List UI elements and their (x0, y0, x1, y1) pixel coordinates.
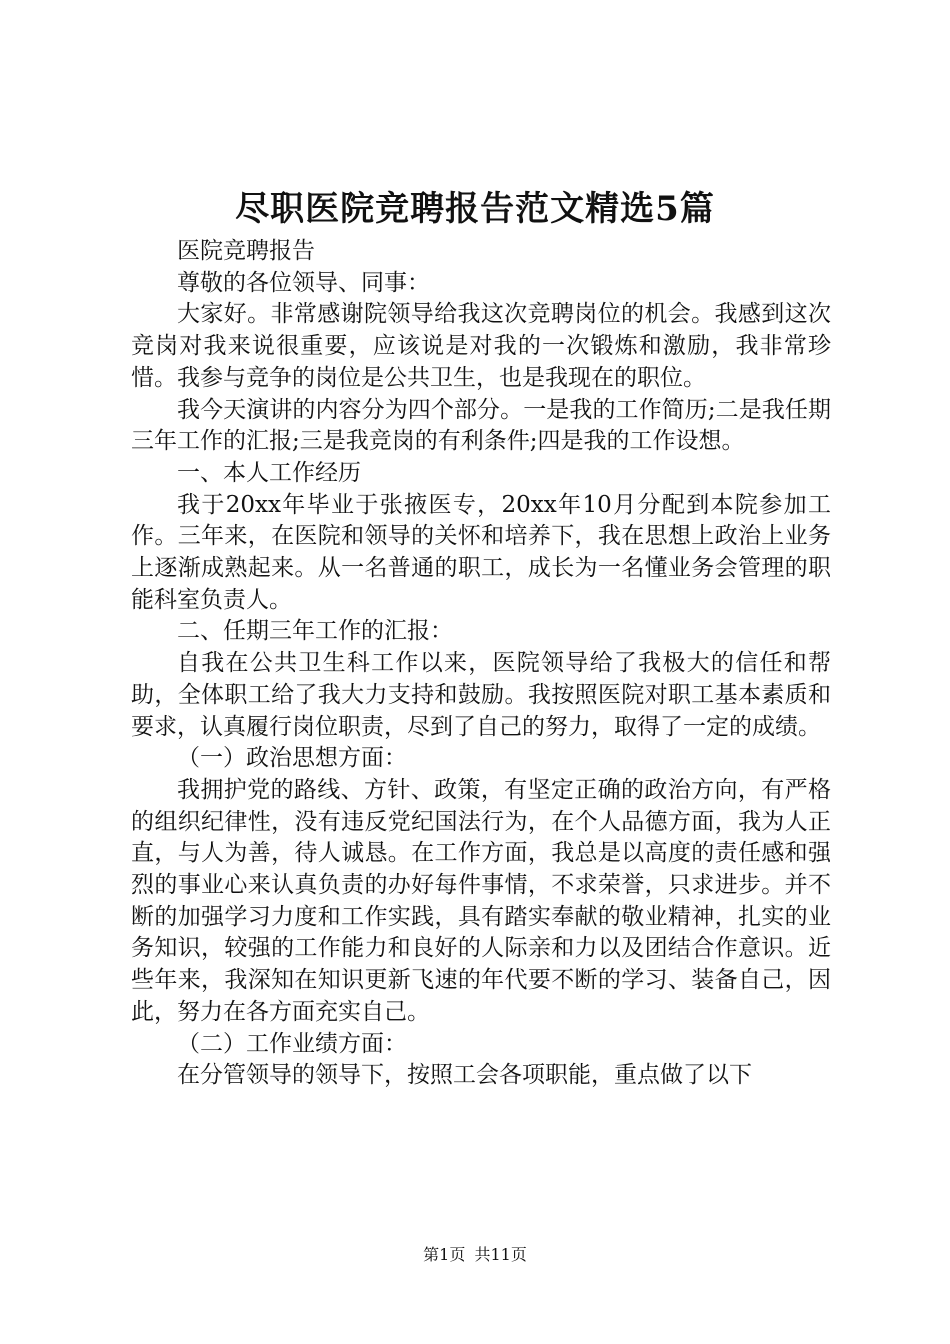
paragraph: 大家好。非常感谢院领导给我这次竞聘岗位的机会。我感到这次竞岗对我来说很重要，应该说是对我的一次锻炼和激励，我非常珍惜。我参与竞争的岗位是公共卫生，也是我现在的职位。 (131, 301, 831, 391)
document-body (131, 236, 831, 1092)
section-heading: 一、本人工作经历 (177, 459, 361, 486)
paragraph: 我于20xx年毕业于张掖医专，20xx年10月分配到本院参加工作。三年来，在医院和领导的关怀和培养下，我在思想上政治上业务上逐渐成熟起来。从一名普通的职工，成长为一名懂业务会管理的职能科室负责人。 (131, 491, 831, 613)
subsection-heading: （二）工作业绩方面： (177, 1030, 407, 1057)
paragraph-heading: 医院竞聘报告 (177, 238, 315, 264)
page-title: 尽职医院竞聘报告范文精选5篇 (235, 189, 715, 229)
paragraph-salutation: 尊敬的各位领导、同事： (177, 269, 430, 296)
paragraph: 自我在公共卫生科工作以来，医院领导给了我极大的信任和帮助，全体职工给了我大力支持和鼓励。我按照医院对职工基本素质和要求，认真履行岗位职责，尽到了自己的努力，取得了一定的成绩。 (131, 650, 831, 740)
paragraph: 在分管领导的领导下，按照工会各项职能，重点做了以下 (177, 1062, 752, 1089)
page-number-current: 第1页 (423, 1245, 466, 1264)
page-number-total: 共11页 (474, 1245, 527, 1264)
paragraph: 我今天演讲的内容分为四个部分。一是我的工作简历;二是我任期三年工作的汇报;三是我竞岗的有利条件;四是我的工作设想。 (131, 396, 831, 455)
page-footer (0, 1243, 950, 1267)
subsection-heading: （一）政治思想方面： (177, 745, 407, 772)
section-heading: 二、任期三年工作的汇报： (177, 618, 453, 645)
paragraph: 我拥护党的路线、方针、政策，有坚定正确的政治方向，有严格的组织纪律性，没有违反党纪国法行为，在个人品德方面，我为人正直，与人为善，待人诚恳。在工作方面，我总是以高度的责任感和强烈的事业心来认真负责的办好每件事情，不求荣誉，只求进步。并不断的加强学习力度和工作实践，具有踏实奉献的敬业精神，扎实的业务知识，较强的工作能力和良好的人际亲和力以及团结合作意识。近些年来，我深知在知识更新飞速的年代要不断的学习、装备自己，因此，努力在各方面充实自己。 (131, 776, 831, 1025)
